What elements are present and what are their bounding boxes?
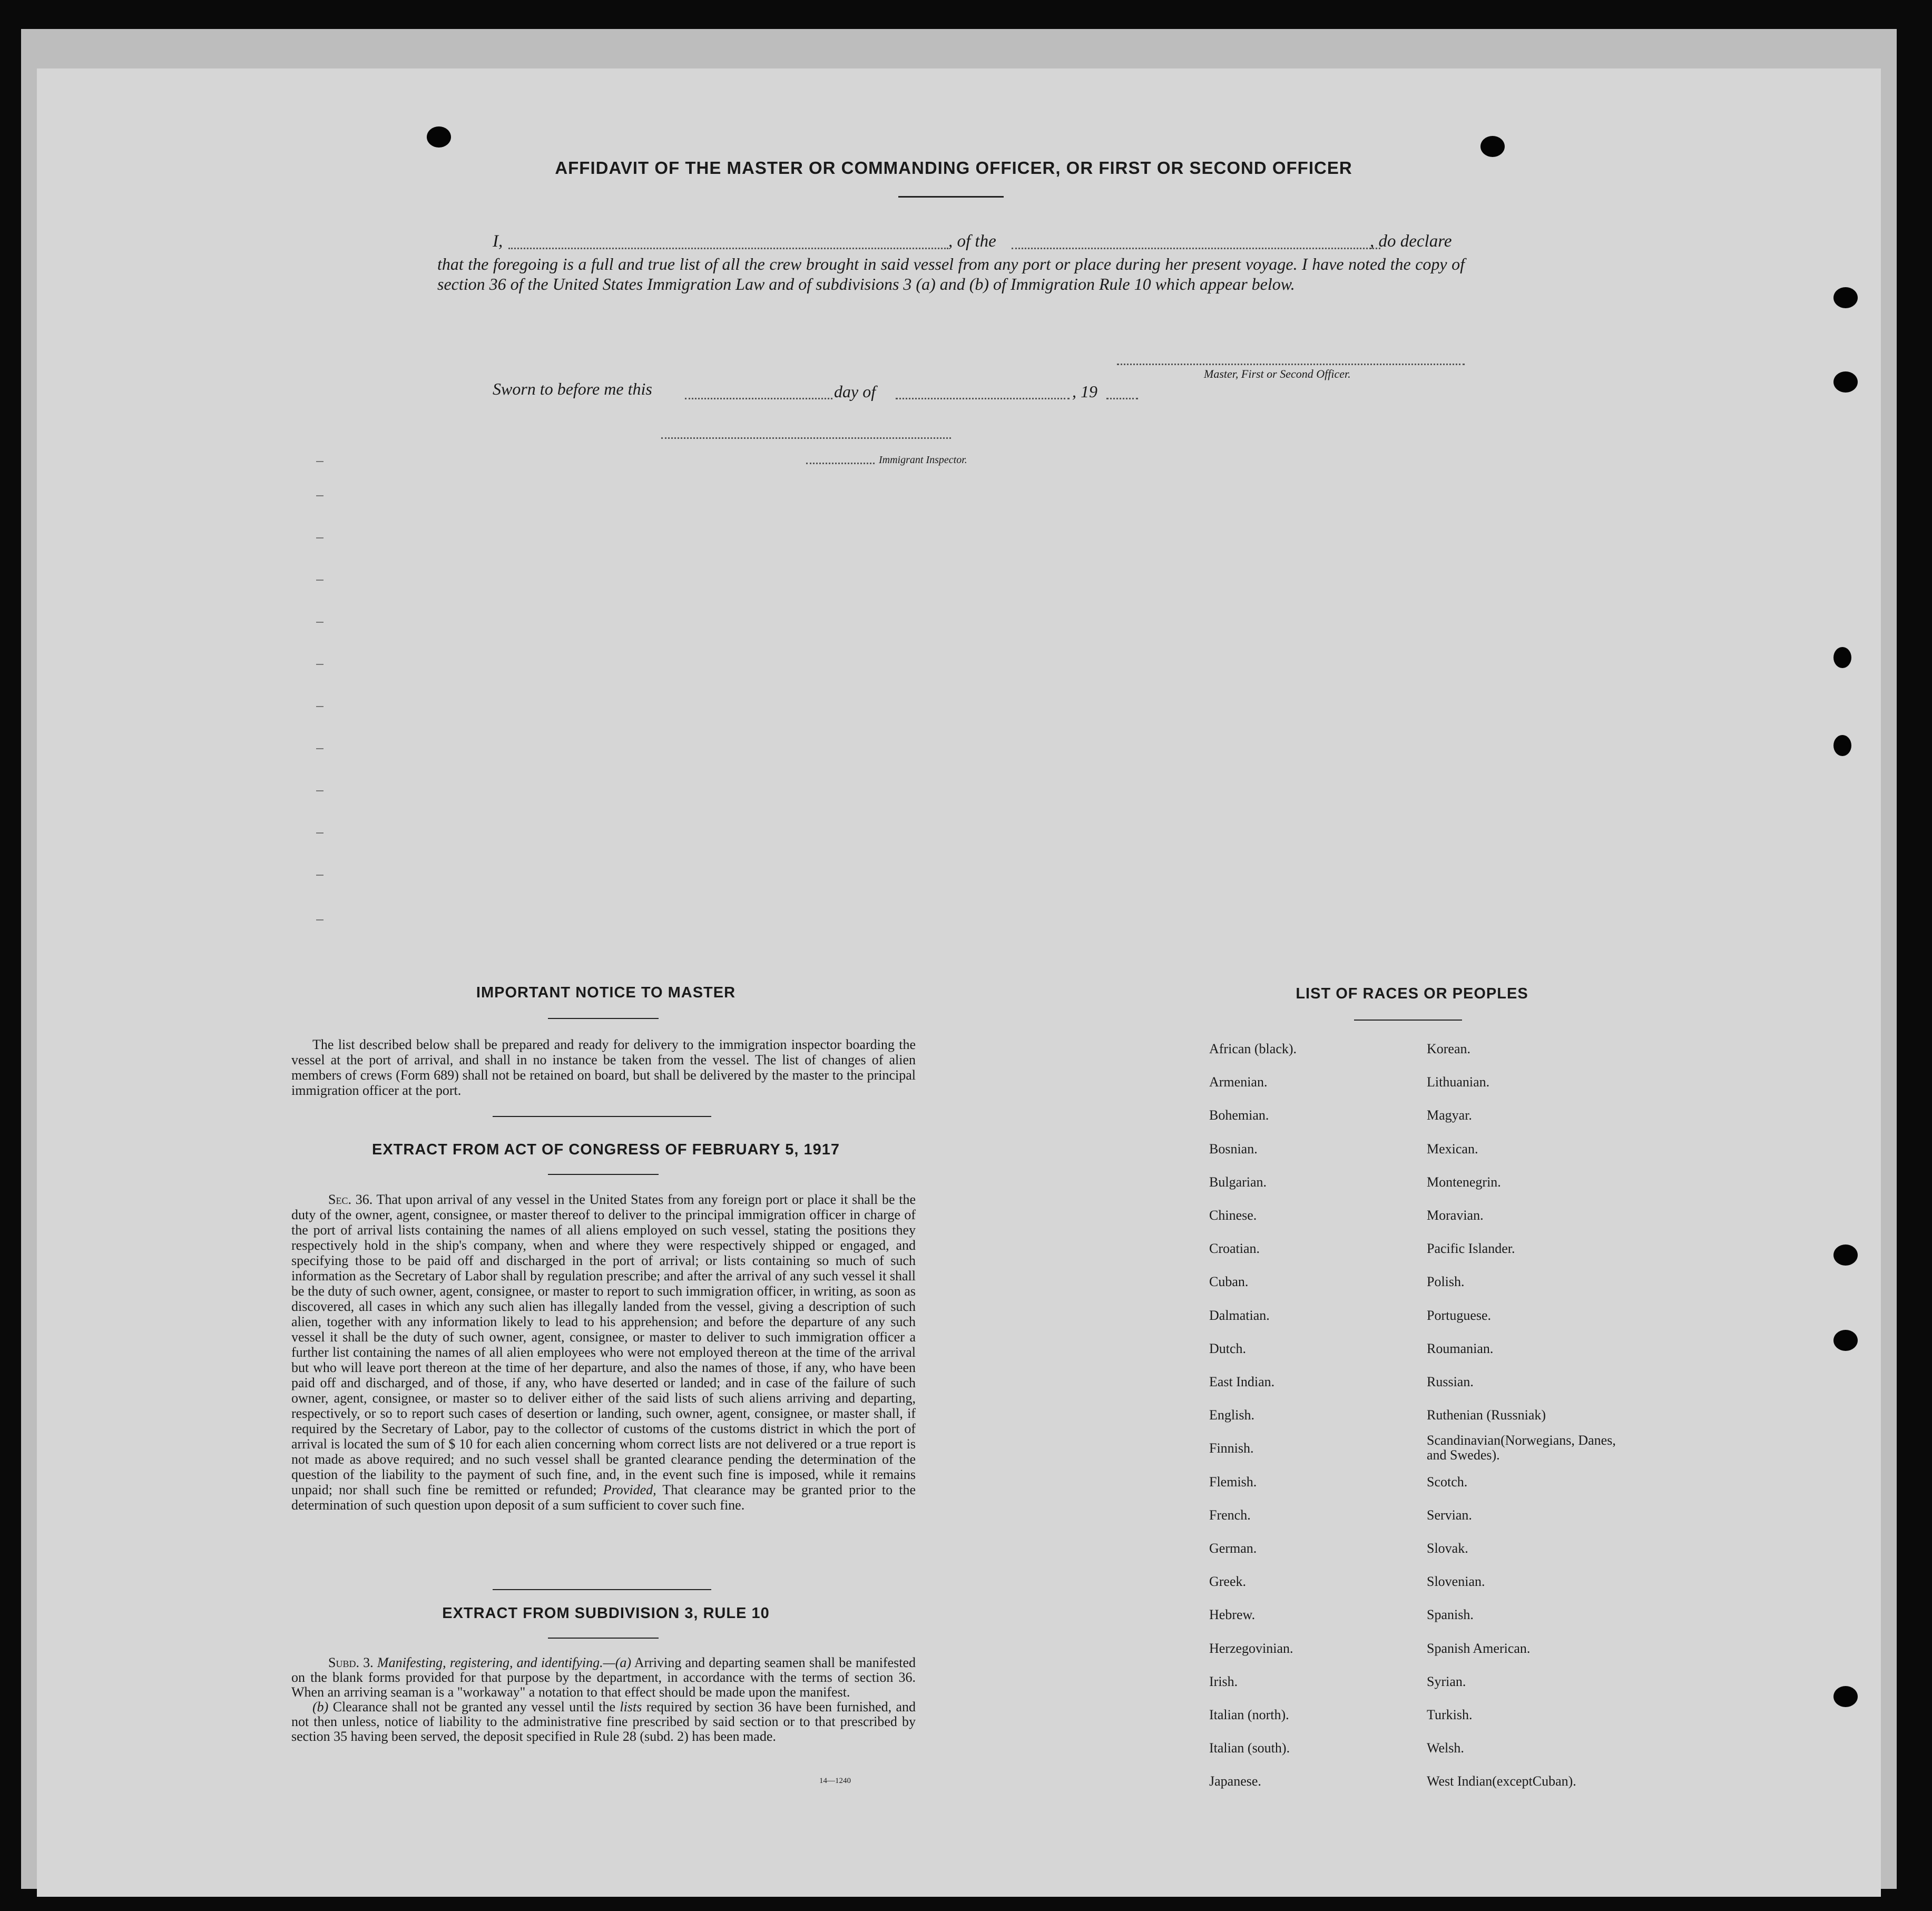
punch-hole: [1833, 1244, 1858, 1266]
rule-body: [291, 1655, 916, 1744]
race-item: Ruthenian (Russniak): [1427, 1407, 1546, 1423]
notice-body: The list described below shall be prepared and ready for delivery to the immigration inspector boarding the vessel at the port of arrival, and shall in no instance be taken from the vessel. The list of changes of alien members of crews (Form 689) shall not be retained on board, but shall be delivered by the master to the principal immigration officer at the port.: [291, 1037, 916, 1098]
rule-b-text-2: required by section 36 have been furnished, and not then unless, notice of liability to the administrative fine prescribed by said section or to that prescribed by section 35 having been served, the deposit specified in Rule 28 (subd. 2) has been made.: [291, 1699, 916, 1744]
margin-mark: [316, 919, 323, 920]
signature-blank[interactable]: [1117, 364, 1465, 365]
rule-subd-heading: Manifesting, registering, and identifying.—(a): [377, 1655, 632, 1670]
notice-title: IMPORTANT NOTICE TO MASTER: [476, 984, 736, 1001]
act-sec-label: Sec. 36.: [328, 1192, 373, 1207]
race-item: Croatian.: [1209, 1241, 1260, 1257]
affidavit-line1-of: , of the: [948, 232, 996, 251]
vessel-blank[interactable]: [1012, 248, 1380, 249]
sworn-day: day of: [834, 382, 876, 401]
race-item: Scandinavian(Norwegians, Danes, and Swedes).: [1427, 1433, 1616, 1463]
punch-hole: [427, 126, 451, 148]
race-item: Finnish.: [1209, 1440, 1254, 1456]
race-item: Dutch.: [1209, 1340, 1247, 1356]
race-item: Armenian.: [1209, 1074, 1268, 1090]
race-item: German.: [1209, 1541, 1257, 1556]
race-item: Turkish.: [1427, 1707, 1473, 1722]
race-item: West Indian(exceptCuban).: [1427, 1773, 1576, 1789]
race-item: Roumanian.: [1427, 1340, 1494, 1356]
race-item: Bosnian.: [1209, 1141, 1258, 1157]
notice-rule: [548, 1018, 659, 1019]
race-item: Bulgarian.: [1209, 1174, 1267, 1190]
rule-subd-label: Subd. 3.: [328, 1655, 374, 1670]
margin-mark: [316, 748, 323, 749]
race-item: Herzegovinian.: [1209, 1640, 1293, 1656]
margin-mark: [316, 832, 323, 834]
sworn-day-blank[interactable]: [685, 398, 832, 399]
act-body: [291, 1192, 916, 1513]
race-item: French.: [1209, 1507, 1251, 1523]
race-item: Magyar.: [1427, 1108, 1472, 1123]
form-number: 14—1240: [819, 1777, 851, 1785]
sworn-year: , 19: [1072, 382, 1097, 401]
form-page: [37, 68, 1881, 1897]
sworn-month-blank[interactable]: [896, 398, 1070, 399]
punch-hole: [1833, 1330, 1858, 1351]
affidavit-line1-i: I,: [493, 232, 503, 251]
race-item: Scotch.: [1427, 1474, 1468, 1489]
margin-mark: [316, 622, 323, 623]
punch-hole: [1480, 136, 1505, 157]
punch-hole: [1833, 735, 1851, 756]
title-underline: [898, 196, 1004, 198]
race-item: Cuban.: [1209, 1274, 1249, 1290]
rule-b-label: (b): [312, 1699, 329, 1714]
inspector-blank[interactable]: [661, 437, 951, 439]
race-item: Syrian.: [1427, 1673, 1466, 1689]
name-blank[interactable]: [508, 248, 948, 249]
race-item: Slovenian.: [1427, 1574, 1485, 1590]
race-item: African (black).: [1209, 1041, 1297, 1056]
act-proviso-label: Provided,: [603, 1482, 656, 1497]
race-item: Pacific Islander.: [1427, 1241, 1515, 1257]
race-item: Spanish American.: [1427, 1640, 1531, 1656]
race-item: Moravian.: [1427, 1208, 1484, 1223]
act-proviso-text: That clearance may be granted prior to the determination of such question upon deposit of a sum sufficient to cover such fine.: [291, 1482, 916, 1513]
margin-mark: [316, 495, 323, 496]
race-item: Welsh.: [1427, 1740, 1464, 1756]
punch-hole: [1833, 287, 1858, 308]
margin-mark: [316, 664, 323, 665]
race-item: Japanese.: [1209, 1773, 1261, 1789]
race-item: Bohemian.: [1209, 1108, 1269, 1123]
inspector-lead-dots: [806, 463, 875, 464]
act-text: That upon arrival of any vessel in the United States from any foreign port or place it shall be the duty of the owner, agent, consignee, or master thereof to deliver to the principal immigration officer in charge of the port of arrival lists containing the names of all aliens employed on such vessel, stating the positions they respectively hold in the ship's company, when and where they were respectively shipped or engaged, and specifying those to be paid off and discharged in the port of arrival; or lists containing so much of such information as the Secretary of Labor shall by regulation prescribe; and after the arrival of any such vessel it shall be the duty of such owner, agent, consignee, or master to report to such immigration officer, in writing, as soon as discovered, all cases in which any such alien has illegally landed from the vessel, giving a description of such alien, together with any information likely to lead to his apprehension; and before the departure of any such vessel it shall be the duty of such owner, agent, consignee, or master to deliver to such immigration officer a further list containing the names of all alien employees who were not employed thereon at the time of the arrival but who will leave port thereon at the time of her departure, and also the names of those, if any, who have been paid off and discharged, and of those, if any, who have deserted or landed; and in case of the failure of such owner, agent, consignee, or master so to deliver either of the said lists of such aliens arriving and departing, respectively, or so to report such cases of desertion or landing, such owner, agent, consignee, or master shall, if required by the Secretary of Labor, pay to the collector of customs of the customs district in which the port of arrival is located the sum of $ 10 for each alien concerning whom correct lists are not delivered or a true report is not made as above required; and no such vessel shall be granted clearance pending the determination of the question of the liability to the payment of such fine, and, in the event such fine is imposed, while it remains unpaid; nor shall such fine be remitted or refunded;: [291, 1192, 916, 1497]
race-item: English.: [1209, 1407, 1254, 1423]
margin-mark: [316, 790, 323, 791]
punch-hole: [1833, 1686, 1858, 1707]
race-item: Hebrew.: [1209, 1607, 1256, 1623]
race-item: East Indian.: [1209, 1374, 1275, 1389]
act-separator: [493, 1589, 711, 1590]
affidavit-title: AFFIDAVIT OF THE MASTER OR COMMANDING OFFICER, OR FIRST OR SECOND OFFICER: [555, 158, 1352, 178]
punch-hole: [1833, 371, 1858, 393]
race-item: Greek.: [1209, 1574, 1247, 1590]
rule-subd-text: Arriving and departing seamen shall be manifested on the blank forms provided for that purpose by the department, in accordance with the terms of section 36. When an arriving seaman is a "workaway" a notation to that effect should be made upon the manifest.: [291, 1655, 916, 1700]
signature-label: Master, First or Second Officer.: [1204, 367, 1351, 380]
race-item: Flemish.: [1209, 1474, 1257, 1489]
race-item: Dalmatian.: [1209, 1307, 1270, 1323]
race-item: Italian (south).: [1209, 1740, 1290, 1756]
sworn-prefix: Sworn to before me this: [493, 379, 652, 398]
notice-separator: [493, 1116, 711, 1117]
affidavit-body: that the foregoing is a full and true list of all the crew brought in said vessel from any port or place during her present voyage. I have noted the copy of section 36 of the United States Immigration Law and of subdivisions 3 (a) and (b) of Immigration Rule 10 which appear below.: [437, 254, 1465, 293]
rule-b-lists: lists: [620, 1699, 642, 1714]
race-item: Polish.: [1427, 1274, 1465, 1290]
race-item: Irish.: [1209, 1673, 1238, 1689]
races-rule: [1354, 1020, 1462, 1021]
act-title: EXTRACT FROM ACT OF CONGRESS OF FEBRUARY 5, 1917: [371, 1141, 840, 1158]
rule-b-text-1: Clearance shall not be granted any vessel until the: [332, 1699, 616, 1714]
margin-mark: [316, 580, 323, 581]
rule-rule: [548, 1638, 659, 1639]
margin-mark: [316, 537, 323, 538]
race-item: Spanish.: [1427, 1607, 1474, 1623]
sworn-year-blank[interactable]: [1106, 398, 1138, 399]
race-item: Lithuanian.: [1427, 1074, 1490, 1090]
act-rule: [548, 1174, 659, 1175]
margin-mark: [316, 461, 323, 462]
margin-mark: [316, 706, 323, 707]
punch-hole: [1833, 647, 1851, 668]
inspector-label: Immigrant Inspector.: [879, 454, 967, 466]
race-item: Montenegrin.: [1427, 1174, 1501, 1190]
margin-mark: [316, 875, 323, 876]
races-title: LIST OF RACES OR PEOPLES: [1296, 985, 1528, 1002]
race-item: Italian (north).: [1209, 1707, 1289, 1722]
affidavit-line1-declare: , do declare: [1370, 232, 1452, 251]
race-item: Portuguese.: [1427, 1307, 1492, 1323]
race-item: Chinese.: [1209, 1208, 1257, 1223]
race-item: Russian.: [1427, 1374, 1474, 1389]
rule-title: EXTRACT FROM SUBDIVISION 3, RULE 10: [442, 1605, 770, 1622]
race-item: Mexican.: [1427, 1141, 1478, 1157]
race-item: Slovak.: [1427, 1541, 1468, 1556]
race-item: Servian.: [1427, 1507, 1472, 1523]
race-item: Korean.: [1427, 1041, 1471, 1056]
